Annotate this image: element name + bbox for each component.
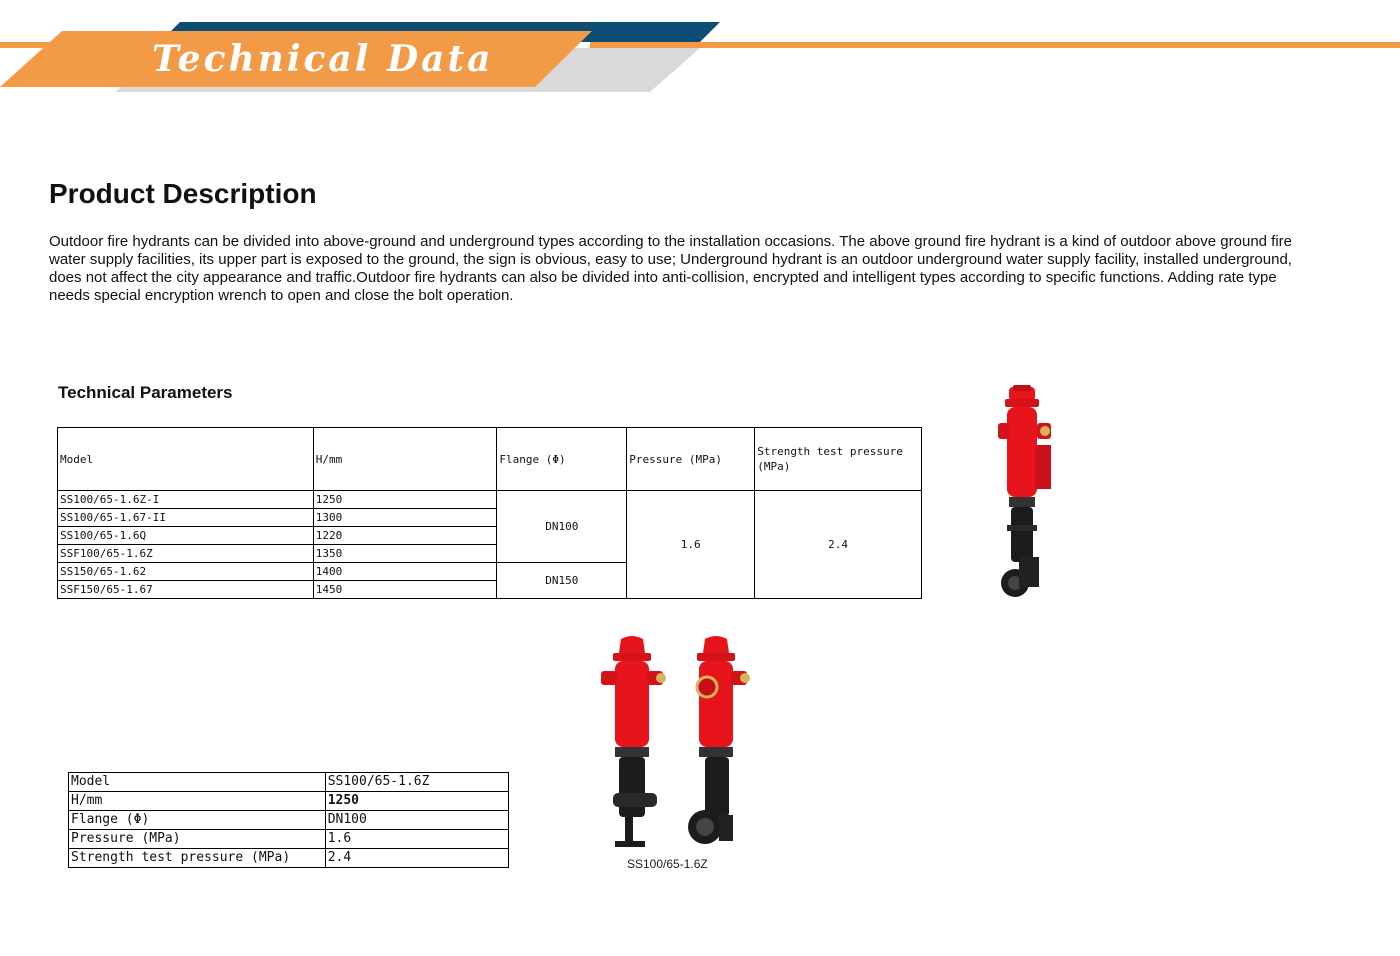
header-strength: Strength test pressure (MPa) <box>755 428 922 491</box>
flange-cell-dn150: DN150 <box>497 563 627 599</box>
technical-parameters-table <box>57 427 922 599</box>
height-cell: 1400 <box>313 563 497 581</box>
product-caption: SS100/65-1.6Z <box>627 857 708 871</box>
height-cell: 1250 <box>313 491 497 509</box>
spec-label: Model <box>69 773 326 792</box>
table-row <box>69 792 509 811</box>
model-cell: SS150/65-1.62 <box>58 563 314 581</box>
model-cell: SS100/65-1.67-II <box>58 509 314 527</box>
hydrant-image-single <box>995 385 1060 605</box>
header-height: H/mm <box>313 428 497 491</box>
product-description-text: Outdoor fire hydrants can be divided into above-ground and underground types according to the installation occasions. The above ground fire hydrant is a kind of outdoor above ground fire water supply facilities, its upper part is exposed to the ground, the sign is obvious, easy to use; Underground hydrant is an outdoor underground water supply facility, installed underground, does not affect the city appearance and traffic.Outdoor fire hydrants can also be divided into anti-collision, encrypted and intelligent types according to specific functions. Adding rate type needs special encryption wrench to open and close the bolt operation. <box>49 233 1293 304</box>
strength-cell: 2.4 <box>755 491 922 599</box>
spec-value: DN100 <box>325 811 508 830</box>
table-row <box>69 849 509 868</box>
table-header-row <box>58 428 922 491</box>
height-cell: 1350 <box>313 545 497 563</box>
table-row <box>69 811 509 830</box>
flange-cell-dn100: DN100 <box>497 491 627 563</box>
height-cell: 1220 <box>313 527 497 545</box>
product-description-heading: Product Description <box>49 178 317 209</box>
model-cell: SSF100/65-1.6Z <box>58 545 314 563</box>
spec-label: Strength test pressure (MPa) <box>69 849 326 868</box>
spec-label: Pressure (MPa) <box>69 830 326 849</box>
banner-orange-line <box>590 42 1400 48</box>
spec-value: SS100/65-1.6Z <box>325 773 508 792</box>
model-spec-table <box>68 772 509 868</box>
spec-label: H/mm <box>69 792 326 811</box>
banner-title: Technical Data <box>152 38 494 80</box>
spec-value: 1.6 <box>325 830 508 849</box>
header-pressure: Pressure (MPa) <box>627 428 755 491</box>
model-cell: SS100/65-1.6Z-I <box>58 491 314 509</box>
spec-value: 2.4 <box>325 849 508 868</box>
table-row <box>69 773 509 792</box>
table-row <box>69 830 509 849</box>
hydrant-image-pair <box>595 635 755 855</box>
pressure-cell: 1.6 <box>627 491 755 599</box>
spec-label: Flange (Φ) <box>69 811 326 830</box>
spec-value: 1250 <box>325 792 508 811</box>
table-row <box>58 491 922 509</box>
height-cell: 1300 <box>313 509 497 527</box>
header-flange: Flange (Φ) <box>497 428 627 491</box>
model-cell: SS100/65-1.6Q <box>58 527 314 545</box>
model-cell: SSF150/65-1.67 <box>58 581 314 599</box>
technical-parameters-heading: Technical Parameters <box>58 383 233 402</box>
height-cell: 1450 <box>313 581 497 599</box>
header-model: Model <box>58 428 314 491</box>
